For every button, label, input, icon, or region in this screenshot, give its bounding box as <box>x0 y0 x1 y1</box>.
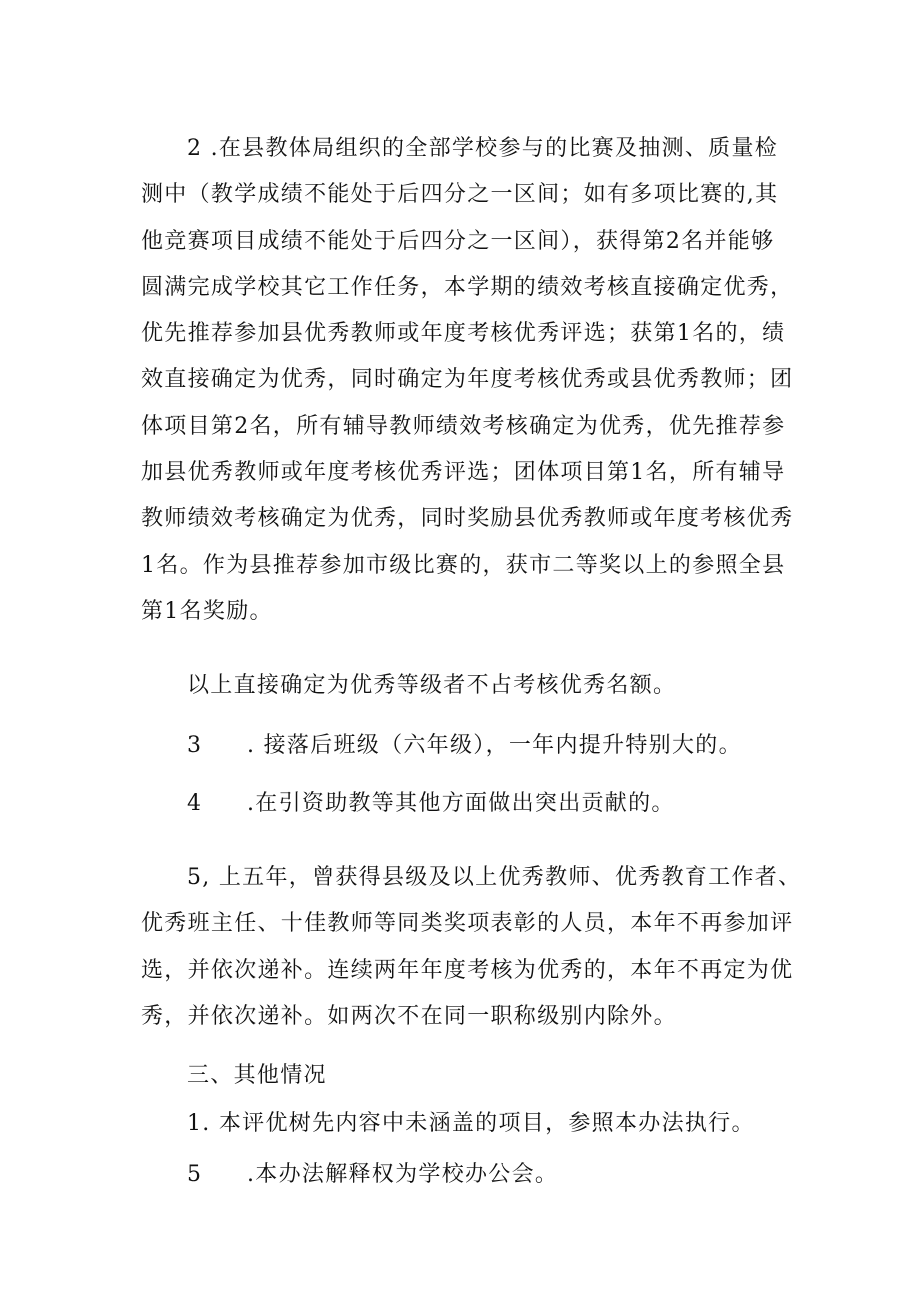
paragraph-line: 5, 上五年，曾获得县级及以上优秀教师、优秀教育工作者、 <box>187 865 802 890</box>
paragraph-line: 优秀班主任、十佳教师等同类奖项表彰的人员，本年不再参加评 <box>141 911 794 937</box>
paragraph-line: 圆满完成学校其它工作任务，本学期的绩效考核直接确定优秀， <box>141 274 794 300</box>
paragraph-line: 选，并依次递补。连续两年年度考核为优秀的，本年不再定为优 <box>141 957 794 983</box>
item-text: .在引资助教等其他方面做出突出贡献的。 <box>247 791 675 816</box>
paragraph-line: 他竞赛项目成绩不能处于后四分之一区间），获得第2名并能够 <box>141 228 775 254</box>
paragraph-line: 教师绩效考核确定为优秀，同时奖励县优秀教师或年度考核优秀 <box>141 506 794 532</box>
paragraph-line: 1名。作为县推荐参加市级比赛的，获市二等奖以上的参照全县 <box>141 552 786 578</box>
item-4-line <box>187 789 675 819</box>
item-2-paragraph <box>141 126 794 635</box>
item-3-line <box>187 731 742 761</box>
paragraph-line: 测中（教学成绩不能处于后四分之一区间；如有多项比赛的,其 <box>141 182 779 208</box>
item-number: 3 <box>187 733 203 758</box>
item-5-paragraph <box>141 855 802 1040</box>
paragraph-line: 优先推荐参加县优秀教师或年度考核优秀评选；获第1名的，绩 <box>141 321 786 347</box>
paragraph-line: 效直接确定为优秀，同时确定为年度考核优秀或县优秀教师；团 <box>141 367 794 393</box>
item-number: 5 <box>187 1162 203 1187</box>
paragraph-line: 2 .在县教体局组织的全部学校参与的比赛及抽测、质量检 <box>187 136 779 161</box>
section-heading: 三、其他情况 <box>187 1063 327 1088</box>
item-text: .本办法解释权为学校办公会。 <box>247 1162 559 1187</box>
item-text: . 接落后班级（六年级），一年内提升特别大的。 <box>247 733 742 758</box>
paragraph-line: 秀，并依次递补。如两次不在同一职称级别内除外。 <box>141 1003 677 1029</box>
other-item-1: 1. 本评优树先内容中未涵盖的项目，参照本办法执行。 <box>187 1111 755 1136</box>
note-line: 以上直接确定为优秀等级者不占考核优秀名额。 <box>187 673 677 698</box>
other-item-5 <box>187 1160 558 1190</box>
paragraph-line: 体项目第2名，所有辅导教师绩效考核确定为优秀，优先推荐参 <box>141 413 786 439</box>
paragraph-line: 第1名奖励。 <box>141 598 273 624</box>
paragraph-line: 加县优秀教师或年度考核优秀评选；团体项目第1名，所有辅导 <box>141 460 786 486</box>
item-number: 4 <box>187 791 203 816</box>
